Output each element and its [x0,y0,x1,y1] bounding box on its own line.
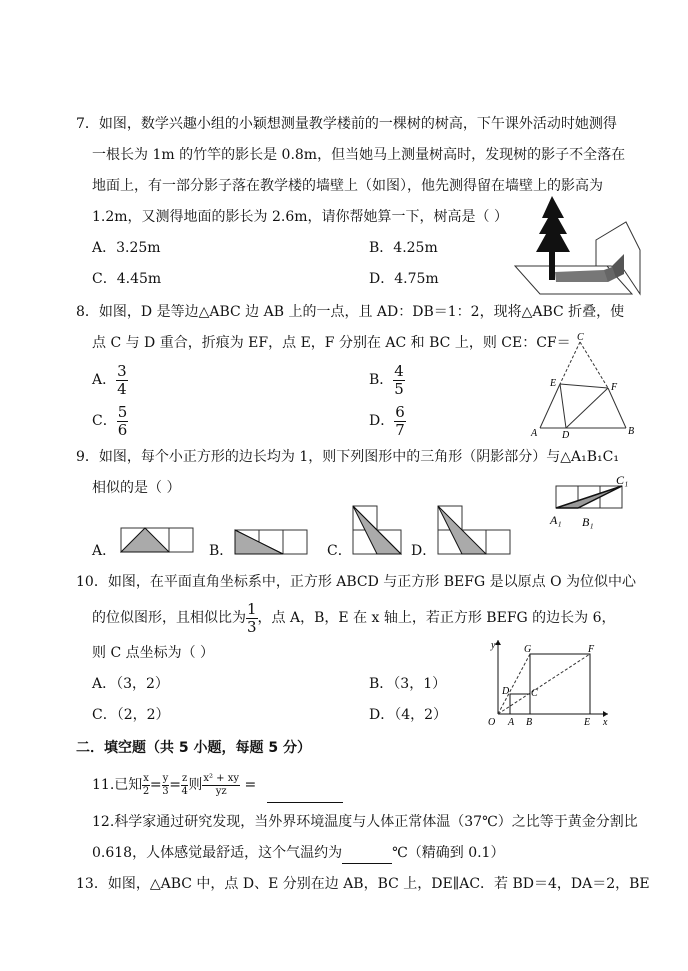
q7-option-b: B．4.25m [369,240,438,256]
label-G: G [524,644,532,655]
q10-line-3: 则 C 点坐标为（ ） [92,645,215,661]
q11-answer-blank[interactable] [267,768,343,803]
q10-option-d: D．（4，2） [369,707,448,723]
fraction-y-3: $\frac{y}{3}$ [162,772,169,797]
q8-option-b: B． $\frac{4}{5}$ [369,361,404,398]
label-D: D [562,430,570,440]
q7-option-c: C．4.45m [92,271,162,287]
label-E: E [550,378,557,389]
q9-option-b-figure [234,529,308,555]
q9-line-1: 9．如图，每个小正方形的边长均为 1，则下列图形中的三角形（阴影部分）与△A₁B₁C₁ [76,449,619,465]
label-C: C [531,688,538,699]
label-A: A [531,428,538,439]
label-B: B [628,426,635,437]
q8-line-1: 8．如图，D 是等边△ABC 边 AB 上的一点，且 AD：DB＝1：2，现将△ABC 折叠，使 [76,304,625,320]
label-O: O [488,717,496,726]
label-B1: B₁ [582,515,594,529]
fraction-z-4: $\frac{z}{4}$ [181,772,188,797]
fraction-x-2: $\frac{x}{2}$ [142,772,150,797]
q11-line: 11.已知 $\frac{x}{2}$ = $\frac{y}{3}$ = $\frac{z}{4}$ 则 $\frac{\text{x² + xy}}{yz}$ = [92,768,343,802]
q12-line-2: 0.618，人体感觉最舒适，这个气温约为 ℃（精确到 0.1） [92,843,504,864]
label-C1: C₁ [616,474,629,487]
q8-option-b-fraction: $\frac{4}{5}$ [394,361,404,398]
section-2-heading: 二．填空题（共 5 小题，每题 5 分） [76,740,311,756]
q8-option-c: C． $\frac{5}{6}$ [92,402,128,439]
q9-option-d-label: D． [411,543,437,559]
q9-option-a-figure [120,527,194,553]
label-C: C [577,332,584,343]
coordinate-squares-figure [484,634,614,726]
axis-y-label: y [491,640,496,651]
q9-line-2: 相似的是（ ） [92,480,181,496]
q9-option-c-figure [352,505,402,555]
q8-option-d-fraction: $\frac{6}{7}$ [395,402,405,439]
q7-option-a: A．3.25m [92,240,161,256]
q9-option-b-label: B． [209,543,234,559]
q8-option-d: D． $\frac{6}{7}$ [369,402,405,439]
q10-option-b: B．（3，1） [369,676,447,692]
similarity-ratio-fraction: $\frac{1}{3}$ [247,599,257,636]
label-F: F [611,382,618,393]
q10-line-2: 的位似图形，且相似比为 $\frac{1}{3}$ ，点 A，B，E 在 x 轴上，若正方形 BEFG 的边长为 6， [92,599,616,636]
q9-option-a-label: A． [92,543,117,559]
label-A1: A₁ [550,513,562,527]
label-D: D [502,686,510,697]
q9-option-c-label: C． [327,543,352,559]
fraction-expression: $\frac{\text{x² + xy}}{yz}$ [203,772,239,797]
q7-line-2: 一根长为 1m 的竹竿的影长是 0.8m，但当她马上测量树高时，发现树的影子不全落在 [92,147,626,163]
q10-line-1: 10．如图，在平面直角坐标系中，正方形 ABCD 与正方形 BEFG 是以原点 O 为位似中心 [76,574,636,590]
folded-triangle-figure [528,330,640,440]
q8-option-c-fraction: $\frac{5}{6}$ [117,402,128,439]
q10-option-a: A．（3，2） [92,676,169,692]
q7-option-d: D．4.75m [369,271,439,287]
q7-line-4: 1.2m，又测得地面的影长为 2.6m，请你帮她算一下，树高是（ ） [92,209,508,225]
q8-option-a: A． $\frac{3}{4}$ [92,361,127,398]
q12-line-1: 12.科学家通过研究发现，当外界环境温度与人体正常体温（37℃）之比等于黄金分割比 [92,814,638,830]
q13-line-1: 13．如图，△ABC 中，点 D、E 分别在边 AB，BC 上，DE∥AC．若 BD＝4，DA＝2，BE [76,876,650,892]
q8-line-2: 点 C 与 D 重合，折痕为 EF，点 E，F 分别在 AC 和 BC 上，则 CE：CF＝ [92,335,571,351]
reference-triangle-figure [546,474,638,530]
q10-option-c: C．（2，2） [92,707,170,723]
tree-shadow-figure [512,190,642,300]
label-F: F [588,644,595,655]
q8-option-a-fraction: $\frac{3}{4}$ [117,361,127,398]
label-B: B [526,717,533,726]
axis-x-label: x [603,717,608,726]
label-A: A [508,717,515,726]
label-E: E [584,717,591,726]
q9-option-d-figure [437,505,511,555]
q12-answer-blank[interactable] [342,843,392,864]
q7-line-1: 7．如图，数学兴趣小组的小颖想测量教学楼前的一棵树的树高，下午课外活动时她测得 [76,116,617,132]
q7-line-3: 地面上，有一部分影子落在教学楼的墙壁上（如图），他先测得留在墙壁上的影高为 [92,178,603,194]
